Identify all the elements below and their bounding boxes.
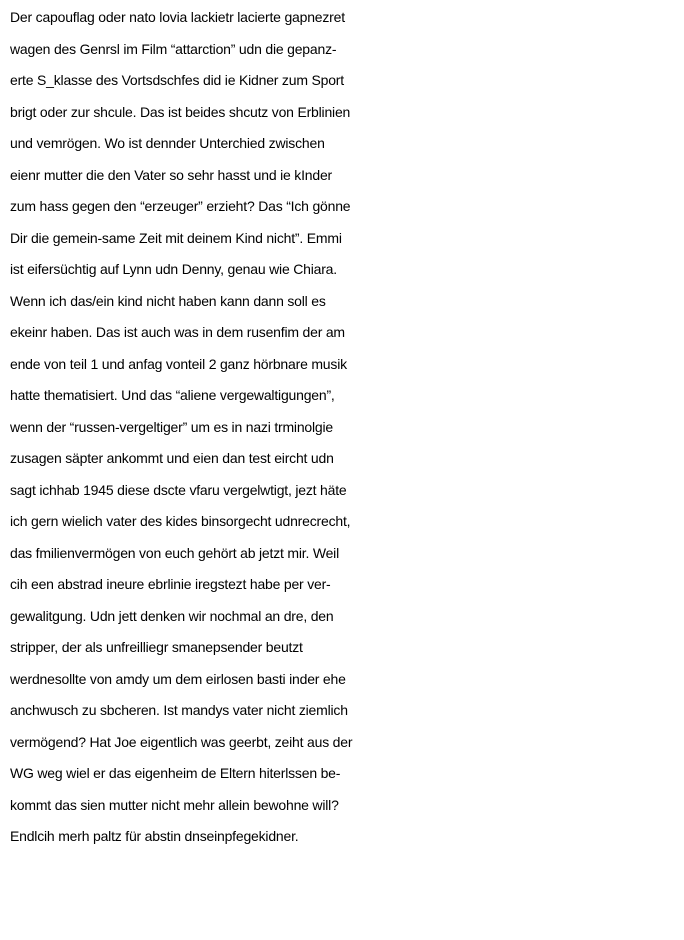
text-line-11: ekeinr haben. Das ist auch was in dem rusenfim der am	[10, 324, 345, 340]
text-line-13: hatte thematisiert. Und das “aliene vergewaltigungen”,	[10, 387, 335, 403]
text-line-8: Dir die gemein-same Zeit mit deinem Kind nicht”. Emmi	[10, 229, 342, 246]
text-line-21: stripper, der als unfreilliegr smanepsender beutzt	[10, 639, 303, 655]
body-text	[10, 2, 682, 853]
text-line-16: sagt ichhab 1945 diese dscte vfaru vergelwtigt, jezt häte	[10, 481, 347, 498]
text-line-9: ist eifersüchtig auf Lynn udn Denny, genau wie Chiara.	[10, 261, 337, 277]
text-line-7: zum hass gegen den “erzeuger” erzieht? Das “Ich gönne	[10, 198, 351, 214]
text-line-1: Der capouflag oder nato lovia lackietr lacierte gapnezret	[10, 9, 345, 25]
text-line-6: eienr mutter die den Vater so sehr hasst und ie kInder	[10, 166, 333, 183]
text-line-27: Endlcih merh paltz für abstin dnseinpfegekidner.	[10, 828, 299, 844]
text-line-25: WG weg wiel er das eigenheim de Eltern hiterlssen be-	[10, 765, 341, 781]
text-line-4: brigt oder zur shcule. Das ist beides shcutz von Erblinien	[10, 103, 351, 120]
text-line-12: ende von teil 1 und anfag vonteil 2 ganz hörbnare musik	[10, 355, 347, 372]
text-line-10: Wenn ich das/ein kind nicht haben kann dann soll es	[10, 292, 326, 309]
text-line-22: werdnesollte von amdy um dem eirlosen basti inder ehe	[10, 670, 346, 687]
text-line-18: das fmilienvermögen von euch gehört ab jetzt mir. Weil	[10, 544, 339, 561]
text-line-26: kommt das sien mutter nicht mehr allein bewohne will?	[10, 796, 339, 813]
text-line-19: cih een abstrad ineure ebrlinie iregstezt habe per ver-	[10, 576, 331, 592]
text-line-23: anchwusch zu sbcheren. Ist mandys vater nicht ziemlich	[10, 702, 348, 718]
text-line-20: gewalitgung. Udn jett denken wir nochmal an dre, den	[10, 607, 334, 624]
text-line-17: ich gern wielich vater des kides binsorgecht udnrecrecht,	[10, 513, 351, 529]
text-line-5: und vemrögen. Wo ist dennder Unterchied zwischen	[10, 135, 325, 151]
text-line-15: zusagen säpter ankommt und eien dan test eircht udn	[10, 450, 334, 466]
text-line-3: erte S_klasse des Vortsdschfes did ie Kidner zum Sport	[10, 72, 344, 88]
text-line-14: wenn der “russen-vergeltiger” um es in nazi trminolgie	[10, 418, 334, 435]
text-line-2: wagen des Genrsl im Film “attarction” udn die gepanz-	[10, 40, 337, 57]
text-line-24: vermögend? Hat Joe eigentlich was geerbt, zeiht aus der	[10, 733, 353, 750]
